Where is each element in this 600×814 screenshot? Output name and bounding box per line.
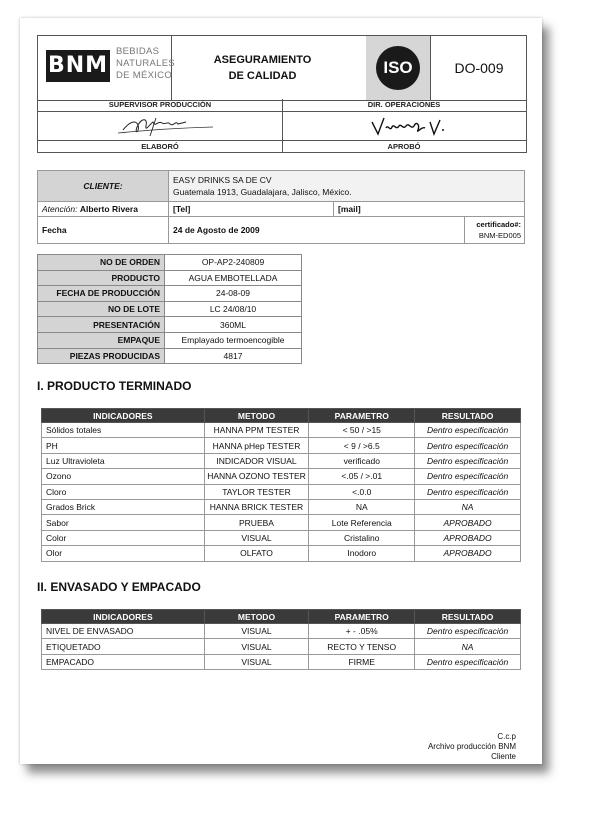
handwritten-signature-icon [282, 112, 526, 140]
method-cell: VISUAL [204, 530, 309, 545]
table-row [42, 624, 521, 639]
indicator-cell: PH [42, 438, 205, 453]
table-row [42, 546, 521, 561]
order-field-label: PIEZAS PRODUCIDAS [38, 348, 165, 364]
method-cell: INDICADOR VISUAL [204, 453, 309, 468]
method-cell: VISUAL [204, 624, 309, 639]
result-cell: Dentro especificación [415, 438, 521, 453]
table-row [42, 654, 521, 669]
indicator-cell: Color [42, 530, 205, 545]
method-cell: VISUAL [204, 654, 309, 669]
signature-block [37, 99, 527, 153]
result-cell: APROBADO [415, 515, 521, 530]
order-field-label: NO DE LOTE [38, 301, 165, 317]
order-field-value: OP-AP2-240809 [165, 255, 302, 271]
method-cell: OLFATO [204, 546, 309, 561]
handwritten-signature-icon [38, 112, 281, 140]
column-header: INDICADORES [42, 409, 205, 423]
method-cell: HANNA PPM TESTER [204, 423, 309, 438]
company-logo [38, 36, 176, 100]
table-row [42, 499, 521, 514]
column-header: RESULTADO [415, 409, 521, 423]
client-label: CLIENTE: [38, 171, 169, 202]
result-cell: NA [415, 499, 521, 514]
result-cell: Dentro especificación [415, 453, 521, 468]
iso-icon: ISO [376, 46, 420, 90]
table-row [42, 453, 521, 468]
table-row [42, 423, 521, 438]
indicator-cell: NIVEL DE ENVASADO [42, 624, 205, 639]
certificate-cell [465, 217, 525, 244]
order-field-value: Emplayado termoencogible [165, 332, 302, 348]
indicator-cell: Sólidos totales [42, 423, 205, 438]
indicator-cell: Cloro [42, 484, 205, 499]
order-field-label: FECHA DE PRODUCCIÓN [38, 286, 165, 302]
client-details [169, 171, 525, 202]
signature-left [38, 111, 282, 141]
column-header: METODO [204, 610, 309, 624]
parameter-cell: <.05 / >.01 [309, 469, 415, 484]
order-field-value: LC 24/08/10 [165, 301, 302, 317]
indicator-cell: Sabor [42, 515, 205, 530]
order-field-label: EMPAQUE [38, 332, 165, 348]
result-cell: Dentro especificación [415, 469, 521, 484]
table-row [42, 484, 521, 499]
order-field-value: 4817 [165, 348, 302, 364]
indicator-cell: Luz Ultravioleta [42, 453, 205, 468]
column-header: PARAMETRO [309, 409, 415, 423]
producto-terminado-table [41, 408, 521, 562]
order-field-label: PRESENTACIÓN [38, 317, 165, 333]
parameter-cell: + - .05% [309, 624, 415, 639]
section-title-envasado: II. ENVASADO Y EMPACADO [37, 580, 201, 594]
table-row [42, 469, 521, 484]
table-row [42, 515, 521, 530]
order-field-value: AGUA EMBOTELLADA [165, 270, 302, 286]
result-cell: Dentro especificación [415, 484, 521, 499]
order-field-label: PRODUCTO [38, 270, 165, 286]
client-name: EASY DRINKS SA DE CV [173, 175, 272, 185]
result-cell: Dentro especificación [415, 654, 521, 669]
parameter-cell: < 9 / >6.5 [309, 438, 415, 453]
result-cell: Dentro especificación [415, 624, 521, 639]
order-field-value: 24-08-09 [165, 286, 302, 302]
date-value: 24 de Agosto de 2009 [169, 217, 465, 244]
indicator-cell: ETIQUETADO [42, 639, 205, 654]
order-row [38, 348, 302, 364]
indicator-cell: Grados Brick [42, 499, 205, 514]
client-address: Guatemala 1913, Guadalajara, Jalisco, México. [173, 187, 352, 197]
certificate-label: certificado#: [476, 220, 521, 229]
method-cell: PRUEBA [204, 515, 309, 530]
logo-subtitle: BEBIDAS NATURALES DE MÉXICO [116, 46, 176, 81]
order-row [38, 301, 302, 317]
method-cell: TAYLOR TESTER [204, 484, 309, 499]
document-header [37, 35, 527, 101]
parameter-cell: Cristalino [309, 530, 415, 545]
envasado-empacado-table [41, 609, 521, 670]
parameter-cell: verificado [309, 453, 415, 468]
parameter-cell: Lote Referencia [309, 515, 415, 530]
result-cell: APROBADO [415, 546, 521, 561]
order-row [38, 332, 302, 348]
order-row [38, 317, 302, 333]
order-details-table [37, 254, 302, 364]
certificate-value: BNM-ED005 [478, 231, 521, 240]
method-cell: VISUAL [204, 639, 309, 654]
iso-badge [366, 36, 430, 100]
client-info-table [37, 170, 525, 244]
document-title: ASEGURAMIENTO DE CALIDAD [213, 54, 312, 82]
parameter-cell: FIRME [309, 654, 415, 669]
section-title-producto: I. PRODUCTO TERMINADO [37, 379, 192, 393]
indicator-cell: Olor [42, 546, 205, 561]
parameter-cell: <.0.0 [309, 484, 415, 499]
order-row [38, 286, 302, 302]
indicator-cell: EMPACADO [42, 654, 205, 669]
table-row [42, 438, 521, 453]
table-row [42, 530, 521, 545]
order-row [38, 255, 302, 271]
client-tel: [Tel] [169, 202, 334, 217]
column-header: INDICADORES [42, 610, 205, 624]
method-cell: HANNA OZONO TESTER [204, 469, 309, 484]
column-header: PARAMETRO [309, 610, 415, 624]
parameter-cell: RECTO Y TENSO [309, 639, 415, 654]
parameter-cell: Inodoro [309, 546, 415, 561]
result-cell: APROBADO [415, 530, 521, 545]
parameter-cell: < 50 / >15 [309, 423, 415, 438]
attention-cell: Atención: Alberto Rivera [38, 202, 169, 217]
document-sheet [20, 18, 542, 764]
indicator-cell: Ozono [42, 469, 205, 484]
date-label: Fecha [38, 217, 169, 244]
logo-mark: BNM [46, 50, 110, 82]
copy-distribution: C.c.p Archivo producción BNM Cliente [427, 732, 516, 761]
result-cell: Dentro especificación [415, 423, 521, 438]
signature-aprobo: DIR. OPERACIONES APROBÓ [282, 99, 526, 152]
parameter-cell: NA [309, 499, 415, 514]
client-mail: [mail] [334, 202, 525, 217]
column-header: METODO [204, 409, 309, 423]
method-cell: HANNA pHep TESTER [204, 438, 309, 453]
order-row [38, 270, 302, 286]
signature-right [282, 111, 526, 141]
table-row [42, 639, 521, 654]
method-cell: HANNA BRICK TESTER [204, 499, 309, 514]
signature-elaboro: SUPERVISOR PRODUCCIÓN ELABORÓ [38, 99, 283, 152]
document-code: DO-009 [430, 36, 527, 100]
result-cell: NA [415, 639, 521, 654]
column-header: RESULTADO [415, 610, 521, 624]
order-field-value: 360ML [165, 317, 302, 333]
order-field-label: NO DE ORDEN [38, 255, 165, 271]
